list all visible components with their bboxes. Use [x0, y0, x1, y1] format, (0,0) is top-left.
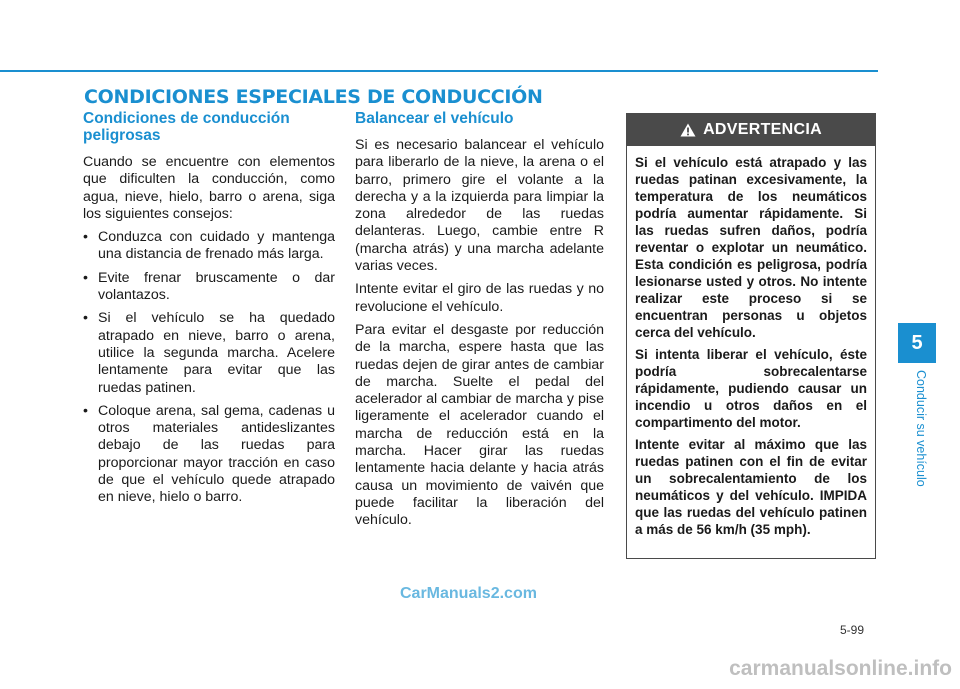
top-rule: [0, 70, 878, 72]
warning-paragraph: Si el vehículo está atrapado y las ruedas patinan excesivamente, la temperatura de los neumáticos podría aumentar rápidamente. Si las ruedas sufren daños, podría reventar o explotar un neumático. Esta condición es peligrosa, podría lesionarse usted y otros. No intente realizar este proceso si se encuentran personas u objetos cerca del vehículo.: [635, 155, 867, 340]
advice-list: [83, 229, 335, 506]
warning-body: [627, 146, 875, 538]
warning-header: [627, 114, 875, 146]
bullet-icon: •: [83, 229, 88, 246]
bullet-icon: •: [83, 269, 88, 286]
watermark-footer: carmanualsonline.info: [729, 657, 952, 680]
warning-paragraph: Intente evitar al máximo que las ruedas patinen con el fin de evitar un sobrecalentamiento de los neumáticos y del vehículo. IMPIDA que las ruedas del vehículo patinen a más de 56 km/h (35 mph).: [635, 437, 867, 537]
heading-peligrosas: Condiciones de conducción peligrosas: [83, 110, 290, 144]
page-number: 5-99: [840, 623, 865, 637]
warning-triangle-icon: [680, 123, 696, 137]
page-title: CONDICIONES ESPECIALES DE CONDUCCIÓN: [84, 86, 543, 108]
chapter-tab: 5: [898, 323, 936, 363]
intro-paragraph: Cuando se encuentre con elementos que dificulten la conducción, como agua, nieve, hielo, barro o arena, siga los siguientes consejos:: [83, 154, 335, 222]
list-item: • Conduzca con cuidado y mantenga una distancia de frenado más larga.: [83, 229, 335, 263]
bullet-icon: •: [83, 402, 88, 419]
list-item: • Coloque arena, sal gema, cadenas u otros materiales antideslizantes debajo de las ruedas para proporcionar mayor tracción en caso de que el vehículo quede atrapado en nieve, hielo o barro.: [83, 402, 335, 506]
column-peligrosas: [83, 110, 335, 513]
heading-balancear: Balancear el vehículo: [355, 110, 514, 127]
paragraph: Para evitar el desgaste por reducción de la marcha, espere hasta que las ruedas dejen de girar antes de cambiar de marcha. Suelte el pedal del acelerador al cambiar de marcha y pise ligeramente el acelerador cuando el marcha de reducción está en la marcha. Hacer girar las ruedas lentamente hacia delante y hacia atrás causa un movimiento de vaivén que puede facilitar la liberación del vehículo.: [355, 321, 604, 529]
paragraph: Intente evitar el giro de las ruedas y no revolucione el vehículo.: [355, 281, 604, 315]
warning-title: ADVERTENCIA: [703, 121, 822, 138]
paragraph: Si es necesario balancear el vehículo para liberarlo de la nieve, la arena o el barro, primero gire el volante a la derecha y a la izquierda para limpiar la zona alrededor de las ruedas delanteras. Luego, cambie entre R (marcha atrás) y una marcha adelante varias veces.: [355, 137, 604, 275]
warning-box: [626, 113, 876, 559]
warning-paragraph: Si intenta liberar el vehículo, éste podría sobrecalentarse rápidamente, pudiendo causar un incendio u otros daños en el compartimento del motor.: [635, 347, 867, 430]
list-item: • Evite frenar bruscamente o dar volantazos.: [83, 269, 335, 304]
column-balancear: [355, 110, 604, 536]
chapter-label: Conducir su vehículo: [914, 370, 928, 487]
list-item: • Si el vehículo se ha quedado atrapado en nieve, barro o arena, utilice la segunda marcha. Acelere lentamente para evitar que las ruedas patinen.: [83, 310, 335, 396]
watermark-carmanuals: CarManuals2.com: [400, 585, 537, 602]
bullet-icon: •: [83, 310, 88, 327]
